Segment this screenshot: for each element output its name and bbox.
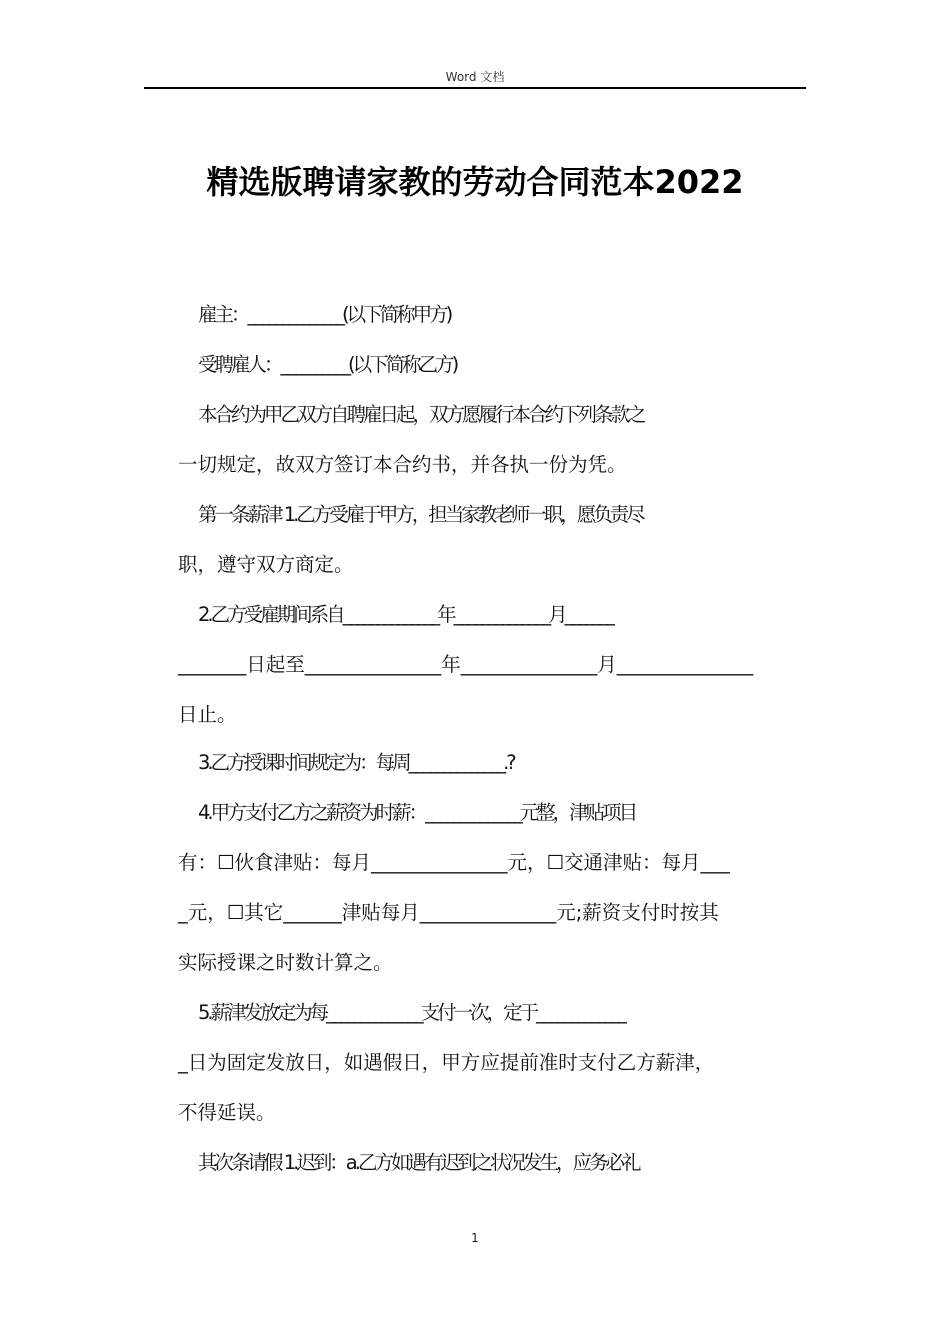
paragraph-line: 雇主：______________(以下简称甲方) (198, 303, 451, 326)
paragraph-line: 受聘雇人：__________(以下简称乙方) (198, 353, 457, 376)
paragraph-line: 其次条请假 1.迟到：a.乙方如遇有迟到之状况发生，应务必礼 (198, 1151, 639, 1174)
header-label: Word 文档 (445, 70, 505, 84)
paragraph-line: 3.乙方授课时间规定为：每周______________.? (198, 751, 514, 774)
paragraph-line: 职，遵守双方商定。 (178, 553, 354, 576)
page-number: 1 (471, 1231, 479, 1245)
paragraph-line: 4.甲方支付乙方之薪资为时薪：______________元整，津贴项目 (198, 801, 636, 824)
header-divider (144, 87, 806, 89)
paragraph-line: _______日起至______________年______________月______________ (178, 653, 754, 676)
paragraph-line: 第一条薪津 1.乙方受雇于甲方，担当家教老师一职，愿负责尽 (198, 503, 643, 526)
paragraph-line: 不得延误。 (178, 1101, 276, 1124)
paragraph-line: _日为固定发放日，如遇假日，甲方应提前准时支付乙方薪津， (178, 1051, 715, 1074)
paragraph-line: 5.薪津发放定为每______________支付一次，定于_____________ (198, 1001, 624, 1024)
paragraph-line: _元，☐其它______津贴每月______________元;薪资支付时按其 (178, 901, 719, 924)
paragraph-line: 一切规定，故双方签订本合约书，并各执一份为凭。 (178, 453, 627, 476)
paragraph-line: 有：☐伙食津贴：每月______________元，☐交通津贴：每月___ (178, 851, 730, 874)
document-title: 精选版聘请家教的劳动合同范本2022 (206, 163, 744, 201)
paragraph-line: 本合约为甲乙双方自聘雇日起，双方愿履行本合约下列条款之 (198, 403, 644, 426)
paragraph-line: 日止。 (178, 703, 237, 726)
paragraph-line: 2.乙方受雇期间系自______________年______________月_______ (198, 603, 612, 626)
paragraph-line: 实际授课之时数计算之。 (178, 951, 393, 974)
